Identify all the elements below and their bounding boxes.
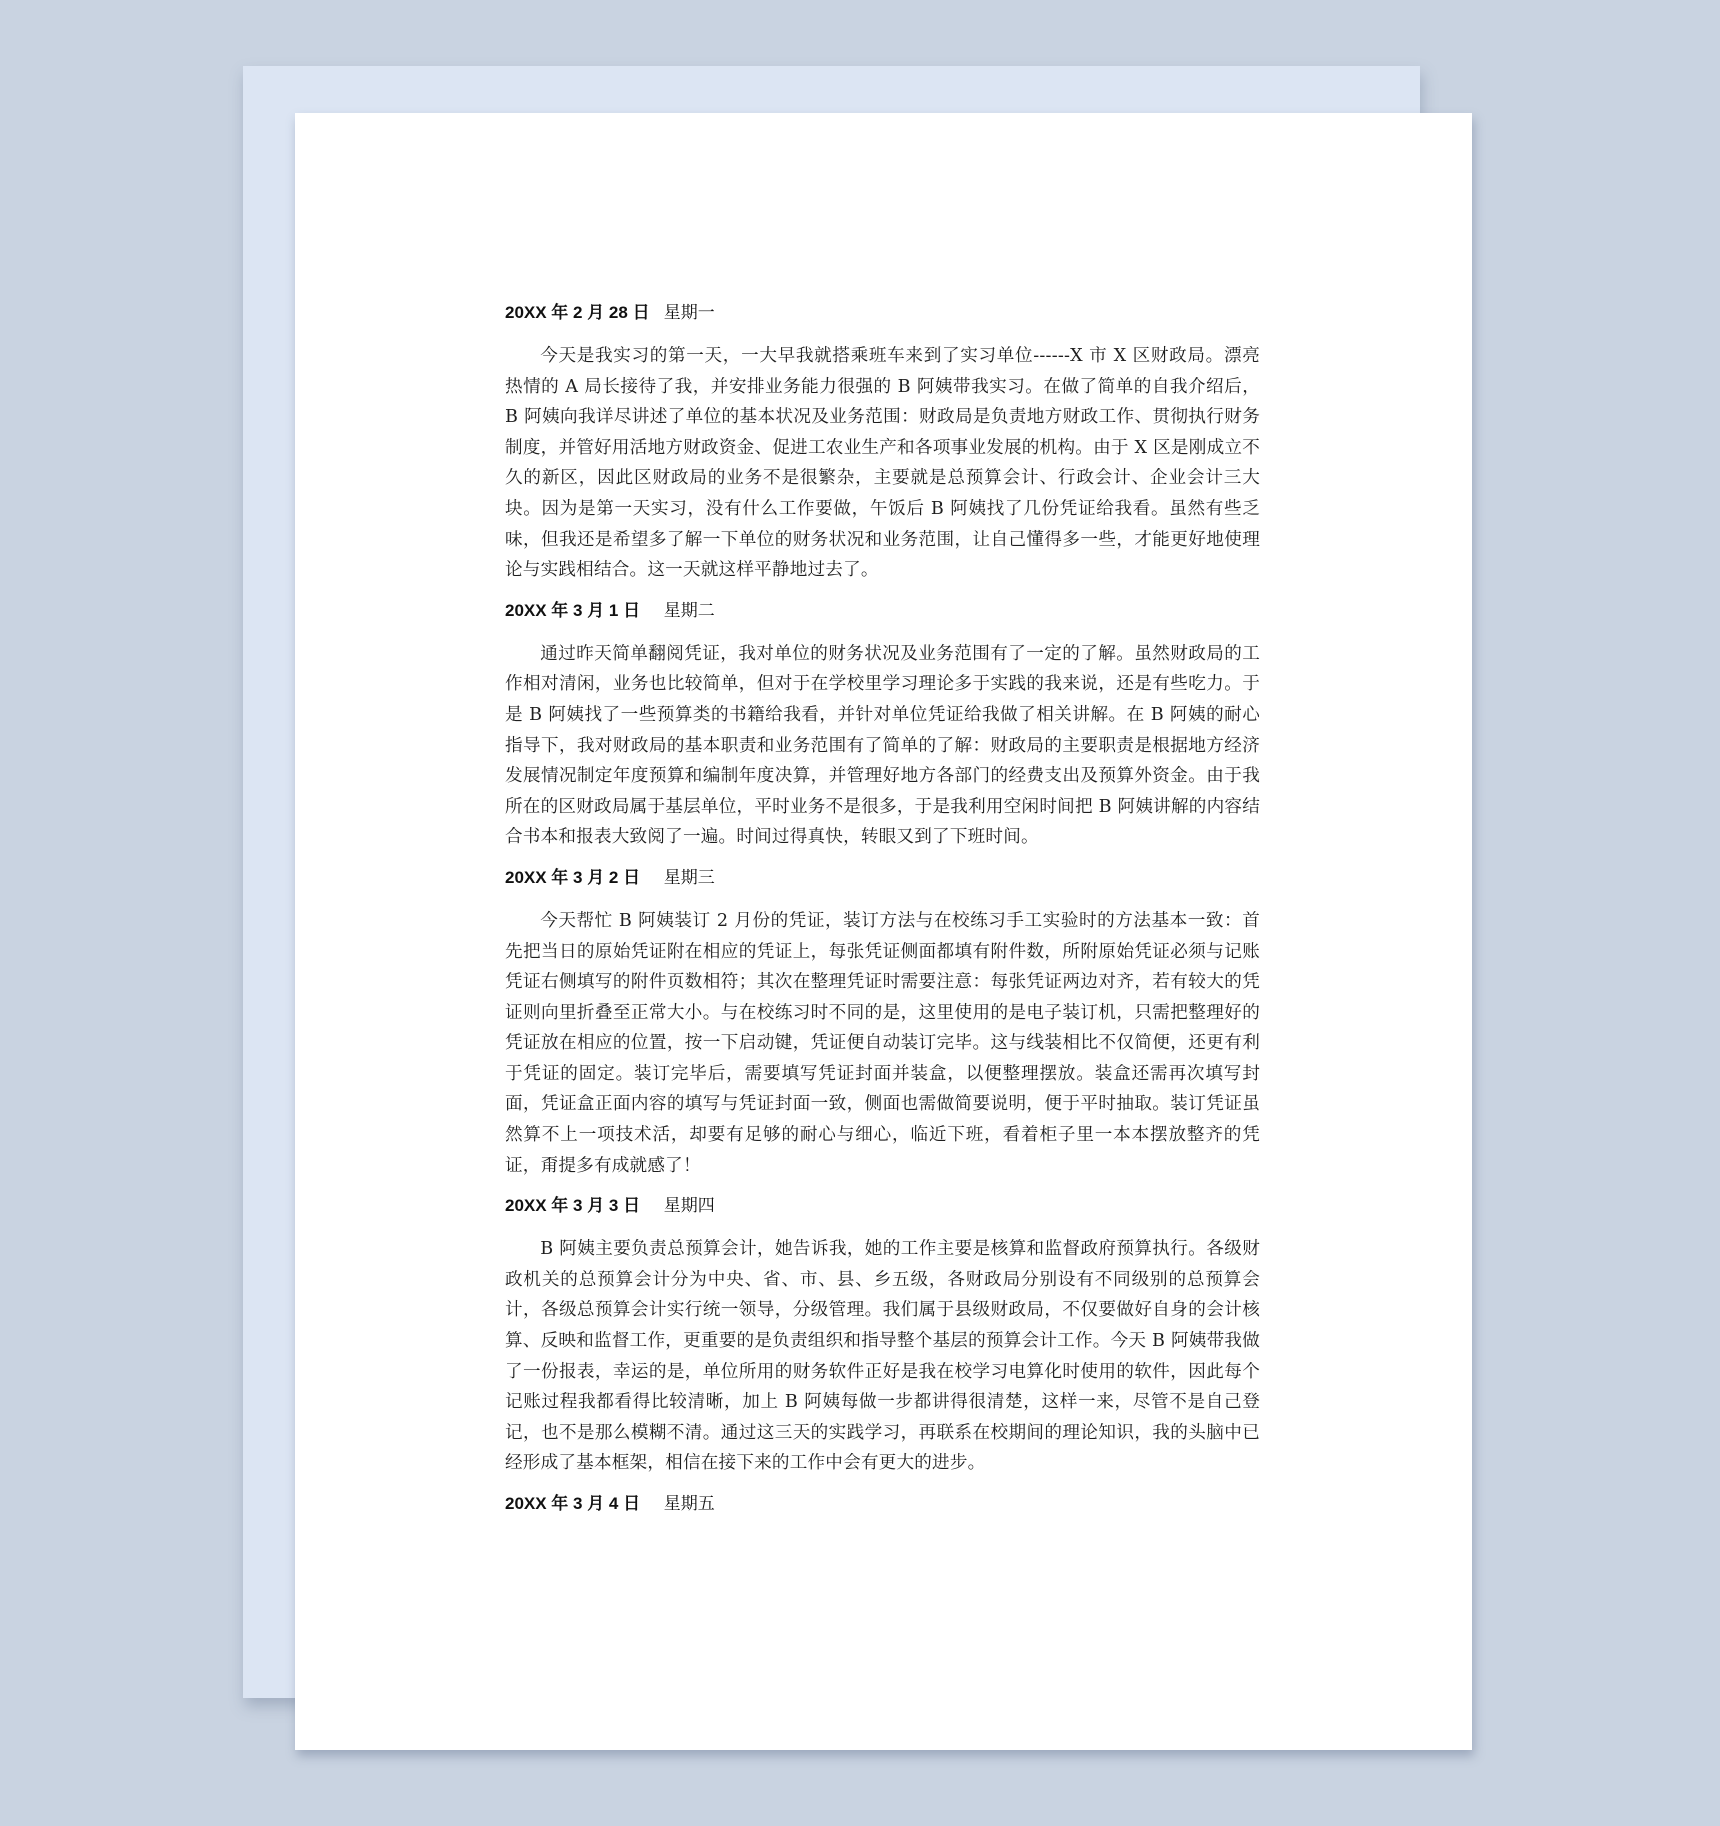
diary-entry <box>505 599 1260 853</box>
entry-weekday: 星期四 <box>663 1196 715 1216</box>
entry-heading <box>505 1194 1260 1218</box>
diary-entry <box>505 866 1260 1181</box>
diary-entry <box>505 1492 1260 1516</box>
diary-entry <box>505 301 1260 586</box>
entry-date: 20XX 年 3 月 4 日 <box>505 1494 641 1513</box>
entry-date: 20XX 年 3 月 3 日 <box>505 1196 641 1216</box>
entry-body: 今天帮忙 B 阿姨装订 2 月份的凭证，装订方法与在校练习手工实验时的方法基本一致：首先把当日的原始凭证附在相应的凭证上，每张凭证侧面都填有附件数，所附原始凭证必须与记账凭证右侧填写的附件页数相符；其次在整理凭证时需要注意：每张凭证两边对齐，若有较大的凭证则向里折叠至正常大小。与在校练习时不同的是，这里使用的是电子装订机，只需把整理好的凭证放在相应的位置，按一下启动键，凭证便自动装订完毕。这与线装相比不仅简便，还更有利于凭证的固定。装订完毕后，需要填写凭证封面并装盒，以便整理摆放。装盒还需再次填写封面，凭证盒正面内容的填写与凭证封面一致，侧面也需做简要说明，便于平时抽取。装订凭证虽然算不上一项技术活，却要有足够的耐心与细心，临近下班，看着柜子里一本本摆放整齐的凭证，甭提多有成就感了！ <box>505 910 1260 1176</box>
entry-weekday: 星期二 <box>663 600 715 620</box>
entry-date: 20XX 年 2 月 28 日 <box>505 303 650 322</box>
entry-date: 20XX 年 3 月 1 日 <box>505 600 641 620</box>
entry-weekday: 星期一 <box>663 303 715 322</box>
entry-heading <box>505 599 1260 623</box>
entry-heading <box>505 301 1260 325</box>
entry-heading <box>505 1492 1260 1516</box>
entry-weekday: 星期五 <box>663 1494 715 1513</box>
entry-weekday: 星期三 <box>663 867 715 887</box>
entry-heading <box>505 866 1260 890</box>
front-page-sheet <box>295 113 1472 1750</box>
entry-body: 今天是我实习的第一天，一大早我就搭乘班车来到了实习单位------X 市 X 区财政局。漂亮热情的 A 局长接待了我，并安排业务能力很强的 B 阿姨带我实习。在做了简单的自我介绍后，B 阿姨向我详尽讲述了单位的基本状况及业务范围：财政局是负责地方财政工作、贯彻执行财务制度，并管好用活地方财政资金、促进工农业生产和各项事业发展的机构。由于 X 区是刚成立不久的新区，因此区财政局的业务不是很繁杂，主要就是总预算会计、行政会计、企业会计三大块。因为是第一天实习，没有什么工作要做，午饭后 B 阿姨找了几份凭证给我看。虽然有些乏味，但我还是希望多了解一下单位的财务状况和业务范围，让自己懂得多一些，才能更好地使理论与实践相结合。这一天就这样平静地过去了。 <box>505 346 1260 581</box>
entry-date: 20XX 年 3 月 2 日 <box>505 867 641 887</box>
entry-body: 通过昨天简单翻阅凭证，我对单位的财务状况及业务范围有了一定的了解。虽然财政局的工作相对清闲，业务也比较简单，但对于在学校里学习理论多于实践的我来说，还是有些吃力。于是 B 阿姨找了一些预算类的书籍给我看，并针对单位凭证给我做了相关讲解。在 B 阿姨的耐心指导下，我对财政局的基本职责和业务范围有了简单的了解：财政局的主要职责是根据地方经济发展情况制定年度预算和编制年度决算，并管理好地方各部门的经费支出及预算外资金。由于我所在的区财政局属于基层单位，平时业务不是很多，于是我利用空闲时间把 B 阿姨讲解的内容结合书本和报表大致阅了一遍。时间过得真快，转眼又到了下班时间。 <box>505 643 1260 848</box>
entry-body: B 阿姨主要负责总预算会计，她告诉我，她的工作主要是核算和监督政府预算执行。各级财政机关的总预算会计分为中央、省、市、县、乡五级，各财政局分别设有不同级别的总预算会计，各级总预算会计实行统一领导，分级管理。我们属于县级财政局，不仅要做好自身的会计核算、反映和监督工作，更重要的是负责组织和指导整个基层的预算会计工作。今天 B 阿姨带我做了一份报表，幸运的是，单位所用的财务软件正好是我在校学习电算化时使用的软件，因此每个记账过程我都看得比较清晰，加上 B 阿姨每做一步都讲得很清楚，这样一来，尽管不是自己登记，也不是那么模糊不清。通过这三天的实践学习，再联系在校期间的理论知识，我的头脑中已经形成了基本框架，相信在接下来的工作中会有更大的进步。 <box>505 1239 1260 1474</box>
document-content <box>505 301 1260 1532</box>
diary-entry <box>505 1194 1260 1479</box>
